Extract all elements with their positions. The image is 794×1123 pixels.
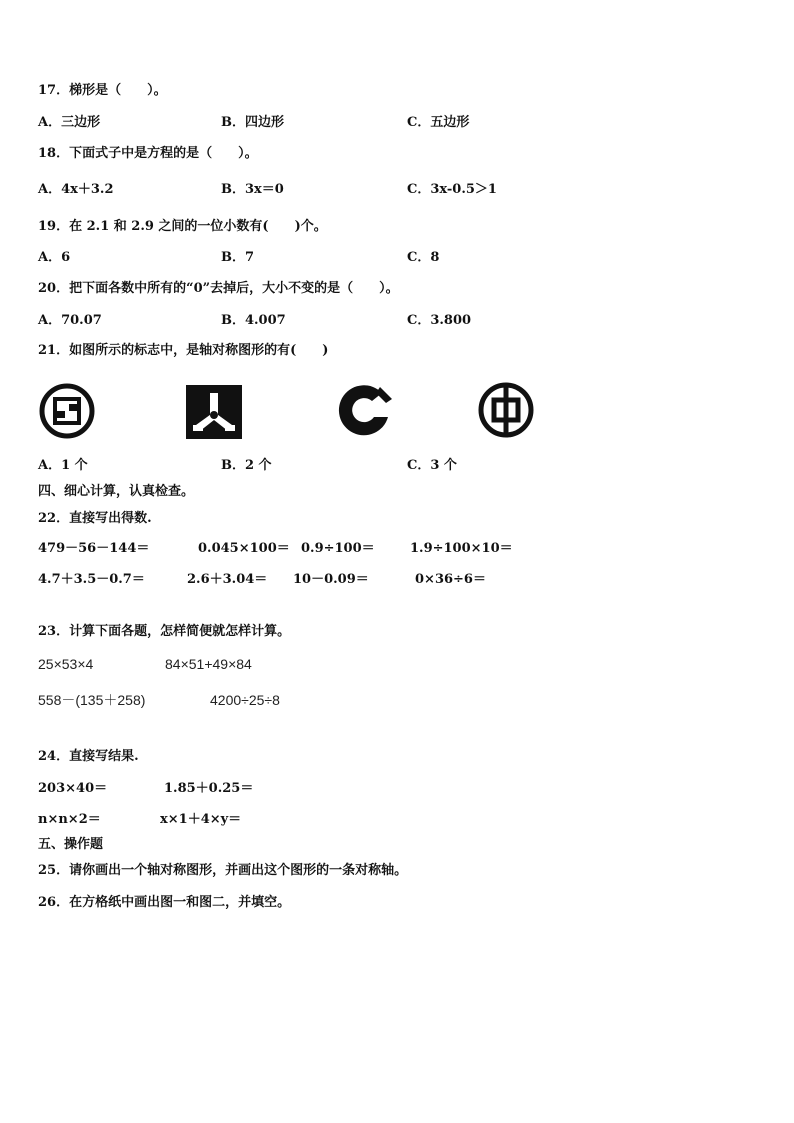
icbc-logo-icon — [38, 382, 96, 440]
q21-option-c: C．3 个 — [407, 458, 457, 473]
q21-stem: 21．如图所示的标志中，是轴对称图形的有( ) — [38, 343, 329, 358]
cmb-style-logo-icon — [336, 381, 396, 441]
section4-title: 四、细心计算，认真检查。 — [38, 484, 195, 499]
ccb-style-logo-icon — [186, 385, 242, 439]
q19-option-c: C．8 — [407, 250, 440, 265]
q20-option-b: B．4.007 — [221, 313, 286, 328]
q18-option-c: C．3x-0.5＞1 — [407, 182, 497, 197]
q24-item: n×n×2＝ — [38, 812, 101, 827]
q20-stem: 20．把下面各数中所有的“0”去掉后，大小不变的是（ ）。 — [38, 281, 399, 296]
boc-logo-icon — [477, 381, 535, 439]
q22-item: 0.9÷100＝ — [301, 541, 375, 556]
q23-item: 4200÷25÷8 — [210, 692, 280, 708]
q22-item: 4.7＋3.5－0.7＝ — [38, 572, 145, 587]
q19-option-b: B．7 — [221, 250, 255, 265]
q20-option-a: A．70.07 — [38, 313, 102, 328]
q17-stem: 17．梯形是（ ）。 — [38, 83, 167, 98]
q22-item: 1.9÷100×10＝ — [410, 541, 513, 556]
q22-item: 479－56－144＝ — [38, 541, 150, 556]
q24-item: x×1＋4×y＝ — [160, 812, 242, 827]
q23-item: 25×53×4 — [38, 656, 94, 672]
q22-item: 0×36÷6＝ — [415, 572, 486, 587]
q25-stem: 25．请你画出一个轴对称图形，并画出这个图形的一条对称轴。 — [38, 863, 408, 878]
q22-item: 10－0.09＝ — [293, 572, 369, 587]
q21-option-b: B．2 个 — [221, 458, 272, 473]
q19-option-a: A．6 — [38, 250, 71, 265]
q24-item: 1.85＋0.25＝ — [164, 781, 254, 796]
q18-stem: 18．下面式子中是方程的是（ ）。 — [38, 146, 258, 161]
q18-option-b: B．3x＝0 — [221, 182, 284, 197]
q22-item: 2.6＋3.04＝ — [187, 572, 268, 587]
q18-option-a: A．4x＋3.2 — [38, 182, 114, 197]
q23-stem: 23．计算下面各题，怎样简便就怎样计算。 — [38, 624, 291, 639]
q17-option-b: B．四边形 — [221, 115, 284, 130]
q24-stem: 24．直接写结果. — [38, 749, 139, 764]
q22-item: 0.045×100＝ — [198, 541, 290, 556]
q26-stem: 26．在方格纸中画出图一和图二，并填空。 — [38, 895, 291, 910]
q19-stem: 19．在 2.1 和 2.9 之间的一位小数有( )个。 — [38, 219, 327, 234]
q23-item: 558－(135＋258) — [38, 692, 146, 708]
q22-stem: 22．直接写出得数. — [38, 511, 152, 526]
q20-option-c: C．3.800 — [407, 313, 472, 328]
q24-item: 203×40＝ — [38, 781, 108, 796]
q17-option-c: C．五边形 — [407, 115, 470, 130]
q17-option-a: A．三边形 — [38, 115, 101, 130]
q21-option-a: A．1 个 — [38, 458, 88, 473]
q23-item: 84×51+49×84 — [165, 656, 252, 672]
section5-title: 五、操作题 — [38, 837, 104, 852]
